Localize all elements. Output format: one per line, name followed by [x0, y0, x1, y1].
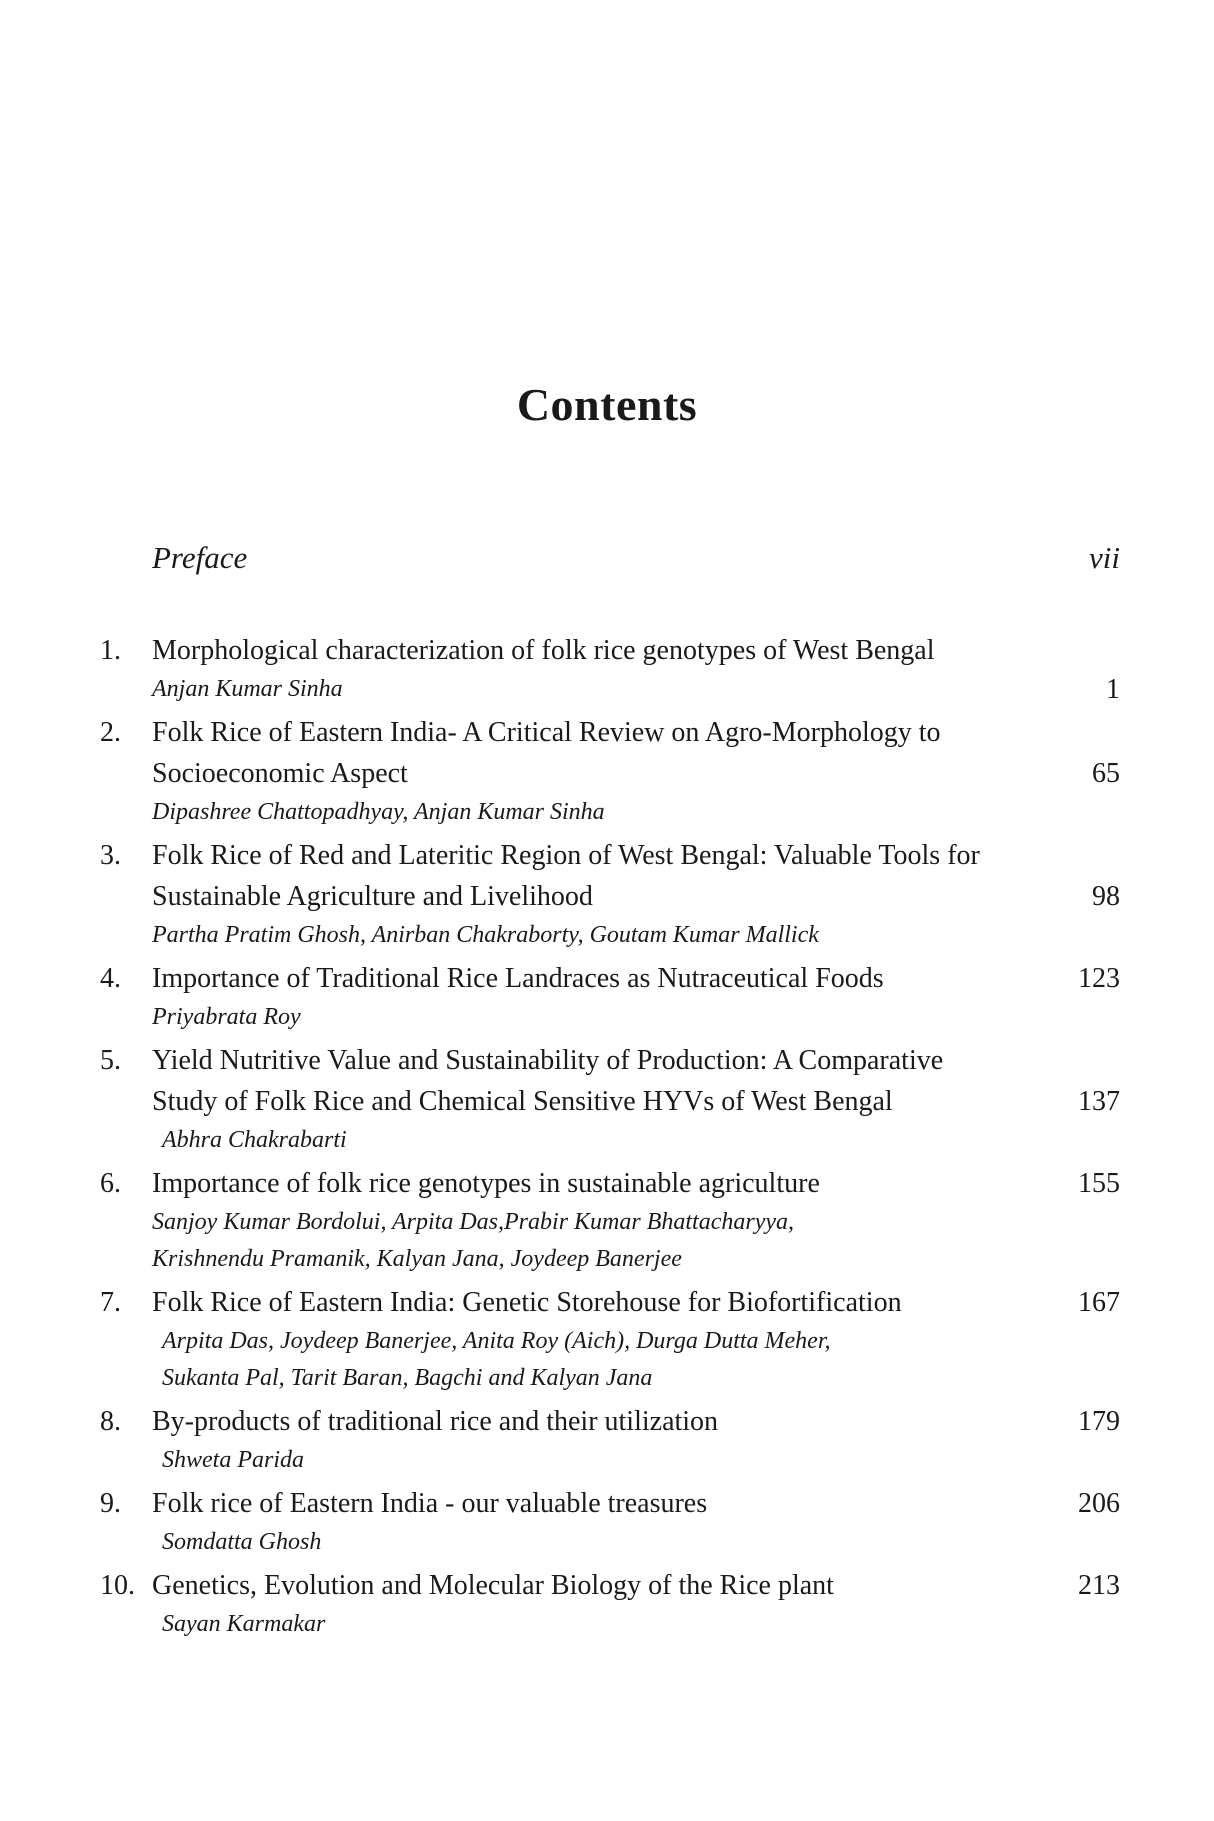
toc-entry-title: Socioeconomic Aspect	[152, 758, 408, 789]
toc-entry-title-line	[100, 1163, 1120, 1204]
toc-entry[interactable]	[100, 1483, 1120, 1561]
toc-entry-author-line: Sanjoy Kumar Bordolui, Arpita Das,Prabir Kumar Bhattacharyya,	[152, 1209, 794, 1235]
toc-entry-page-number: 137	[1078, 1086, 1120, 1117]
toc-entry-title-line	[100, 1040, 1120, 1081]
toc-entry-title: Importance of folk rice genotypes in sustainable agriculture	[152, 1168, 820, 1199]
toc-entry-authors	[100, 671, 1120, 708]
toc-entry-author-line: Dipashree Chattopadhyay, Anjan Kumar Sinha	[152, 799, 605, 825]
toc-entry-authors	[100, 1606, 1120, 1643]
toc-entry-title-line	[100, 1401, 1120, 1442]
table-of-contents	[100, 540, 1120, 1647]
toc-entry-page-number: 155	[1078, 1168, 1120, 1199]
toc-entry-title-line	[100, 753, 1120, 794]
toc-entry-title: Study of Folk Rice and Chemical Sensitive HYVs of West Bengal	[152, 1086, 893, 1117]
toc-entry-author-line: Arpita Das, Joydeep Banerjee, Anita Roy (Aich), Durga Dutta Meher,	[162, 1328, 831, 1354]
toc-entry[interactable]	[100, 835, 1120, 954]
toc-entry[interactable]	[100, 1040, 1120, 1159]
toc-entry-authors	[100, 1122, 1120, 1159]
preface-page-number: vii	[1089, 540, 1120, 575]
toc-entry-number: 10.	[100, 1570, 135, 1601]
toc-entry-page-number: 65	[1092, 758, 1120, 789]
toc-entry-page-number: 98	[1092, 881, 1120, 912]
toc-entry-number: 7.	[100, 1287, 121, 1318]
toc-entry[interactable]	[100, 1565, 1120, 1643]
toc-entry[interactable]	[100, 630, 1120, 708]
toc-entry-number: 9.	[100, 1488, 121, 1519]
toc-entry-author-line: Priyabrata Roy	[152, 1004, 301, 1030]
toc-preface-row[interactable]	[100, 540, 1120, 590]
toc-entry-title-line	[100, 630, 1120, 671]
toc-entry-title: Sustainable Agriculture and Livelihood	[152, 881, 593, 912]
toc-entry-title: Yield Nutritive Value and Sustainability of Production: A Comparative	[152, 1045, 944, 1076]
toc-entry-number: 8.	[100, 1406, 121, 1437]
toc-entry-title: Folk Rice of Eastern India- A Critical Review on Agro-Morphology to	[152, 717, 941, 748]
toc-entries	[100, 630, 1120, 1643]
toc-entry-author-line: Krishnendu Pramanik, Kalyan Jana, Joydeep Banerjee	[152, 1246, 682, 1272]
toc-entry-title-line	[100, 958, 1120, 999]
toc-entry-title: Folk rice of Eastern India - our valuable treasures	[152, 1488, 708, 1519]
toc-entry-title-line	[100, 876, 1120, 917]
toc-entry-title-line	[100, 1483, 1120, 1524]
toc-entry[interactable]	[100, 1163, 1120, 1278]
toc-entry-title: Importance of Traditional Rice Landraces as Nutraceutical Foods	[152, 963, 884, 994]
toc-entry-author-line: Shweta Parida	[162, 1447, 304, 1473]
toc-entry[interactable]	[100, 712, 1120, 831]
toc-entry-authors	[100, 917, 1120, 954]
toc-entry-number: 1.	[100, 635, 121, 666]
toc-entry[interactable]	[100, 958, 1120, 1036]
toc-entry-number: 5.	[100, 1045, 121, 1076]
toc-entry[interactable]	[100, 1401, 1120, 1479]
toc-entry-authors	[100, 1323, 1120, 1397]
toc-entry-title-line	[100, 712, 1120, 753]
toc-entry-title: Morphological characterization of folk rice genotypes of West Bengal	[152, 635, 935, 666]
toc-entry-title: Folk Rice of Red and Lateritic Region of West Bengal: Valuable Tools for	[152, 840, 980, 871]
toc-entry-number: 3.	[100, 840, 121, 871]
toc-entry-title-line	[100, 835, 1120, 876]
toc-entry-title-line	[100, 1282, 1120, 1323]
toc-entry-page-number: 167	[1078, 1287, 1120, 1318]
toc-entry-title: Folk Rice of Eastern India: Genetic Storehouse for Biofortification	[152, 1287, 902, 1318]
toc-entry[interactable]	[100, 1282, 1120, 1397]
toc-entry-authors	[100, 1204, 1120, 1278]
toc-entry-author-line: Partha Pratim Ghosh, Anirban Chakraborty, Goutam Kumar Mallick	[152, 922, 819, 948]
toc-entry-title-line	[100, 1081, 1120, 1122]
toc-entry-authors	[100, 794, 1120, 831]
toc-entry-author-line: Sukanta Pal, Tarit Baran, Bagchi and Kalyan Jana	[162, 1365, 653, 1391]
toc-entry-title-line	[100, 1565, 1120, 1606]
toc-entry-author-line: Somdatta Ghosh	[162, 1529, 322, 1555]
toc-entry-page-number: 213	[1078, 1570, 1120, 1601]
toc-entry-authors	[100, 1524, 1120, 1561]
toc-entry-authors	[100, 999, 1120, 1036]
toc-entry-author-line: Anjan Kumar Sinha	[152, 676, 343, 702]
preface-label: Preface	[152, 540, 248, 575]
toc-entry-title: Genetics, Evolution and Molecular Biology of the Rice plant	[152, 1570, 834, 1601]
toc-entry-number: 4.	[100, 963, 121, 994]
toc-entry-title: By-products of traditional rice and their utilization	[152, 1406, 719, 1437]
toc-entry-page-number: 1	[1106, 674, 1120, 705]
toc-entry-number: 2.	[100, 717, 121, 748]
toc-entry-author-line: Sayan Karmakar	[162, 1611, 326, 1637]
toc-entry-page-number: 206	[1078, 1488, 1120, 1519]
toc-entry-author-line: Abhra Chakrabarti	[162, 1127, 347, 1153]
toc-entry-number: 6.	[100, 1168, 121, 1199]
toc-entry-page-number: 179	[1078, 1406, 1120, 1437]
toc-entry-authors	[100, 1442, 1120, 1479]
toc-entry-page-number: 123	[1078, 963, 1120, 994]
page-title: Contents	[516, 379, 698, 430]
